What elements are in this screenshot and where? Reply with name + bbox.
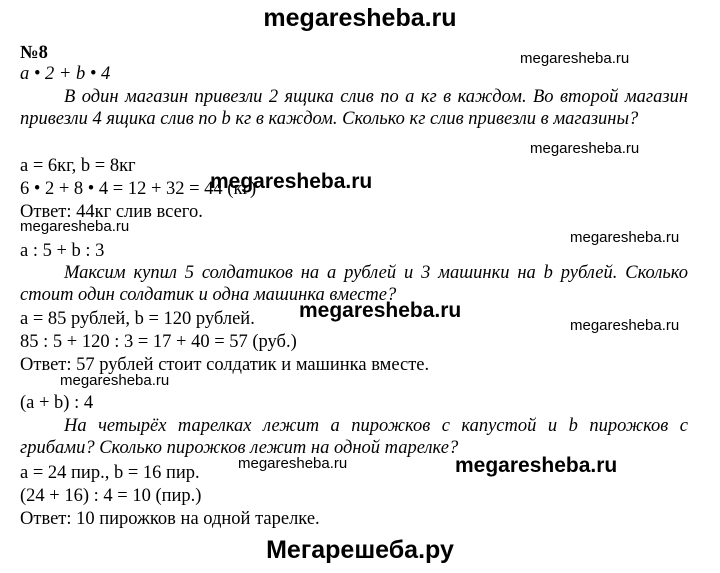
watermark-bold: megaresheba.ru: [299, 299, 462, 322]
problem-1-expression: a • 2 + b • 4: [20, 64, 111, 84]
watermark-footer: Мегарешеба.ру: [266, 536, 454, 564]
watermark-bold: megaresheba.ru: [210, 170, 373, 193]
problem-3-answer: Ответ: 10 пирожков на одной тарелке.: [20, 509, 320, 529]
watermark-small: megaresheba.ru: [60, 372, 170, 389]
watermark-small: megaresheba.ru: [520, 50, 630, 67]
watermark-small: megaresheba.ru: [20, 218, 130, 235]
watermark-small: megaresheba.ru: [530, 140, 640, 157]
task-number: №8: [20, 43, 48, 63]
problem-1-answer: Ответ: 44кг слив всего.: [20, 202, 203, 222]
problem-1-values: a = 6кг, b = 8кг: [20, 156, 136, 176]
problem-3-calculation: (24 + 16) : 4 = 10 (пир.): [20, 486, 202, 506]
problem-2-calculation: 85 : 5 + 120 : 3 = 17 + 40 = 57 (руб.): [20, 332, 297, 352]
problem-1-calculation: 6 • 2 + 8 • 4 = 12 + 32 = 44 (кг): [20, 179, 257, 199]
watermark-bold: megaresheba.ru: [455, 454, 618, 477]
watermark-small: megaresheba.ru: [570, 317, 680, 334]
watermark-small: megaresheba.ru: [238, 455, 348, 472]
problem-2-values: a = 85 рублей, b = 120 рублей.: [20, 309, 255, 329]
watermark-small: megaresheba.ru: [570, 229, 680, 246]
problem-3-expression: (a + b) : 4: [20, 393, 94, 413]
problem-2-expression: a : 5 + b : 3: [20, 241, 105, 261]
problem-3-values: a = 24 пир., b = 16 пир.: [20, 463, 200, 483]
watermark-header: megaresheba.ru: [263, 4, 457, 32]
problem-1-text: В один магазин привезли 2 ящика слив по a кг в каждом. Во второй магазин привезли 4 ящика слив по b кг в каждом. Сколько кг слив привезли в магазины?: [20, 87, 688, 129]
problem-2-answer: Ответ: 57 рублей стоит солдатик и машинка вместе.: [20, 355, 430, 375]
problem-2-text: Максим купил 5 солдатиков на a рублей и 3 машинки на b рублей. Сколько стоит один солдатик и одна машинка вместе?: [20, 263, 688, 305]
problem-3-text: На четырёх тарелках лежит a пирожков с капустой и b пирожков с грибами? Сколько пирожков лежит на одной тарелке?: [20, 416, 688, 458]
